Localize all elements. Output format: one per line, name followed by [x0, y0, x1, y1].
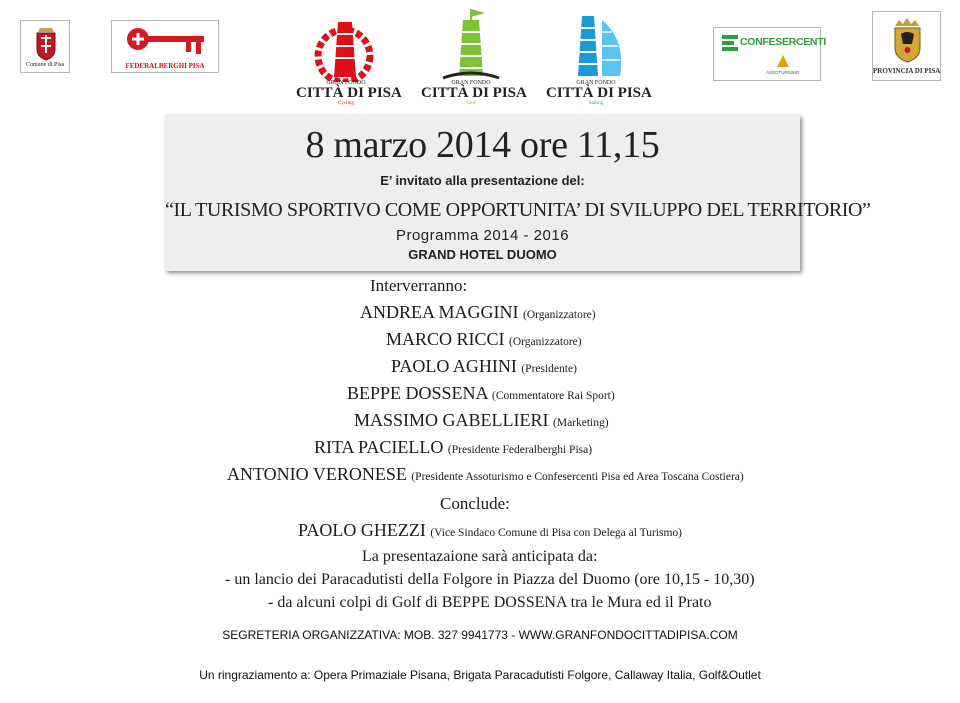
granfondo-cycling-sub: Cycling	[338, 101, 354, 106]
tower-flag-icon	[421, 6, 521, 82]
speaker-name: MARCO RICCI	[386, 329, 505, 349]
program-years: Programma 2014 - 2016	[395, 227, 570, 244]
conclusion-role: (Vice Sindaco Comune di Pisa con Delega al Turismo)	[430, 527, 682, 539]
granfondo-cycling-logo	[296, 12, 402, 106]
speaker-row	[347, 383, 615, 404]
confesercenti-mark-icon	[719, 34, 741, 56]
speaker-name: MASSIMO GABELLIERI	[354, 410, 549, 430]
federalberghi-logo	[111, 20, 219, 73]
preview-intro: La presentazaione sarà anticipata da:	[362, 548, 598, 565]
confesercenti-logo	[713, 27, 826, 81]
coat-of-arms-icon	[21, 24, 71, 66]
speaker-role: (Commentatore Rai Sport)	[492, 390, 615, 402]
event-banner	[165, 115, 871, 271]
speaker-role: (Marketing)	[553, 417, 609, 429]
granfondo-sailing-logo	[546, 12, 652, 106]
comune-caption: Comune di Pisa	[25, 62, 64, 68]
tower-sail-icon	[546, 12, 646, 82]
granfondo-sailing-top: GRAN FONDO	[576, 80, 616, 86]
federalberghi-caption: FEDERALBERGHI PISA	[125, 62, 205, 70]
granfondo-sailing-main: CITTÀ DI PISA	[546, 85, 652, 101]
secretariat-line: SEGRETERIA ORGANIZZATIVA: MOB. 327 9941773 - WWW.GRANFONDOCITTADIPISA.COM	[222, 628, 738, 642]
speaker-role: (Presidente Federalberghi Pisa)	[447, 444, 593, 456]
confesercenti-name: CONFESERCENTI	[740, 36, 826, 48]
speaker-row	[360, 302, 596, 323]
thanks-line: Un ringraziamento a: Opera Primaziale Pisana, Brigata Paracadutisti Folgore, Callaway Italia, Golf&Outlet	[199, 668, 761, 682]
speakers-heading: Interverranno:	[370, 276, 468, 295]
speaker-row	[227, 464, 744, 485]
event-title: “IL TURISMO SPORTIVO COME OPPORTUNITA’ DI SVILUPPO DEL TERRITORIO”	[165, 199, 871, 221]
conclusion-name: PAOLO GHEZZI	[298, 520, 426, 540]
speaker-row	[386, 329, 582, 350]
speaker-name: PAOLO AGHINI	[391, 356, 517, 376]
granfondo-golf-sub: Golf	[466, 101, 476, 106]
confesercenti-sub: ASSOTURISMO	[766, 70, 800, 75]
key-icon	[112, 21, 220, 61]
venue-name: GRAND HOTEL DUOMO	[408, 247, 557, 262]
speaker-role: (Presidente Assoturismo e Confesercenti Pisa ed Area Toscana Costiera)	[411, 471, 744, 483]
granfondo-golf-top: GRAN FONDO	[451, 80, 491, 86]
invite-text: E’ invitato alla presentazione del:	[380, 173, 585, 188]
speaker-role: (Organizzatore)	[523, 309, 596, 321]
provincia-crest-icon	[873, 14, 942, 70]
speaker-name: RITA PACIELLO	[314, 437, 444, 457]
conclusion-heading: Conclude:	[440, 494, 510, 513]
speaker-role: (Presidente)	[521, 363, 577, 375]
granfondo-cycling-top: GRAN FONDO	[326, 80, 366, 86]
granfondo-cycling-main: CITTÀ DI PISA	[296, 85, 402, 101]
speaker-name: ANTONIO VERONESE	[227, 464, 407, 484]
provincia-caption: PROVINCIA DI PISA	[873, 67, 941, 75]
provincia-di-pisa-logo	[872, 11, 941, 81]
speaker-row	[391, 356, 577, 377]
speaker-row	[354, 410, 609, 431]
conclusion-row	[298, 520, 682, 541]
speaker-row	[314, 437, 592, 458]
granfondo-sailing-sub: Sailing	[588, 101, 604, 106]
event-date: 8 marzo 2014 ore 11,15	[305, 124, 660, 166]
speaker-role: (Organizzatore)	[509, 336, 582, 348]
speaker-name: BEPPE DOSSENA	[347, 383, 488, 403]
granfondo-golf-logo	[421, 6, 527, 106]
preview-item-parachute: - un lancio dei Paracadutisti della Folgore in Piazza del Duomo (ore 10,15 - 10,30)	[225, 571, 755, 588]
comune-di-pisa-logo	[20, 20, 70, 73]
granfondo-golf-main: CITTÀ DI PISA	[421, 85, 527, 101]
tower-cog-icon	[296, 12, 396, 82]
speaker-name: ANDREA MAGGINI	[360, 302, 519, 322]
preview-item-golf: - da alcuni colpi di Golf di BEPPE DOSSENA tra le Mura ed il Prato	[268, 594, 712, 611]
assoturismo-mark-icon	[776, 54, 790, 68]
